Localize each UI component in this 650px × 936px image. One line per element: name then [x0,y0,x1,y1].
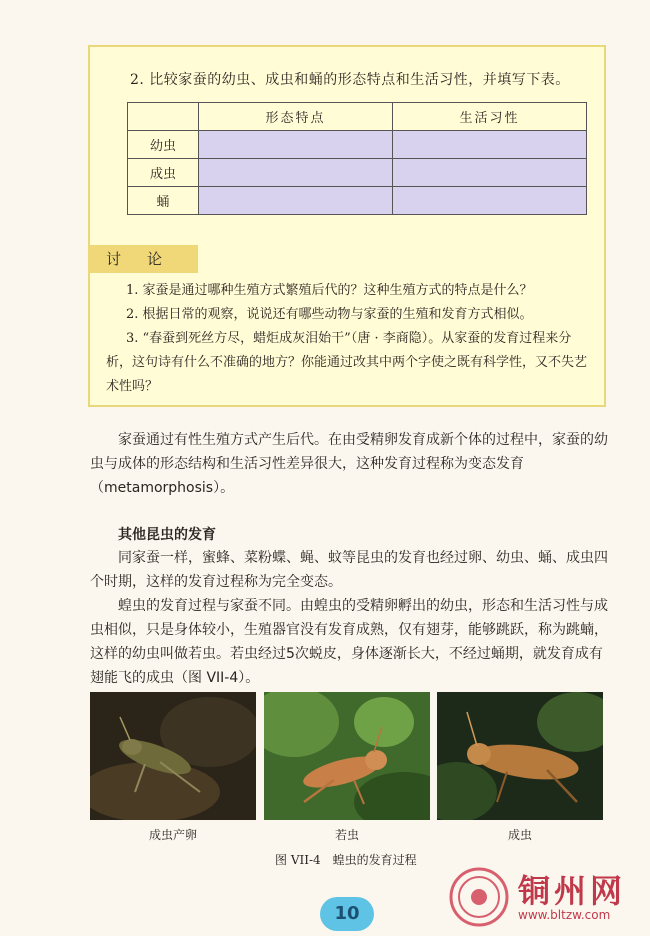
question-1: 1. 家蚕是通过哪种生殖方式繁殖后代的？这种生殖方式的特点是什么？ [126,283,533,298]
question-3: 3. “春蚕到死丝方尽，蜡炬成灰泪始干”（唐 · 李商隐）。从家蚕的发育过程来分析，这句诗有什么不准确的地方？你能通过改其中两个字使之既有科学性，又不失艺术性吗？ [106,331,588,394]
paragraph-metamorphosis: 家蚕通过有性生殖方式产生后代。在由受精卵发育成新个体的过程中，家蚕的幼虫与成体的形态结构和生活习性差异很大，这种发育过程称为变态发育（metamorphosis）。 [90,432,608,496]
watermark-url: www.bltzw.com [518,908,611,922]
table-cell[interactable] [199,187,393,215]
table-row [128,187,587,215]
comparison-table [127,102,587,215]
figure-title: 图 VII-4 蝗虫的发育过程 [275,853,417,867]
activity-box [88,45,606,407]
discussion-label: 讨论 [88,245,198,273]
page-number: 10 [320,897,374,931]
table-cell[interactable] [393,159,587,187]
header-habits: 生活习性 [393,103,587,131]
caption-nymph: 若虫 [334,828,359,842]
section-heading: 其他昆虫的发育 [118,527,216,543]
table-corner [128,103,199,131]
discussion-questions [106,279,596,399]
photo-adult-laying-eggs [90,692,256,820]
task-instruction: 2. 比较家蚕的幼虫、成虫和蛹的形态特点和生活习性，并填写下表。 [130,72,570,88]
table-cell[interactable] [199,131,393,159]
table-cell[interactable] [393,131,587,159]
header-morphology: 形态特点 [199,103,393,131]
watermark-name: 铜州网 [518,872,627,910]
watermark [446,864,646,930]
table-cell[interactable] [199,159,393,187]
caption-adult-laying-eggs: 成虫产卵 [148,828,197,842]
paragraph-complete-metamorphosis: 同家蚕一样，蜜蜂、菜粉蝶、蝇、蚊等昆虫的发育也经过卵、幼虫、蛹、成虫四个时期，这样的发育过程称为完全变态。 [90,550,608,590]
photo-nymph [264,692,430,820]
paragraph-locust: 蝗虫的发育过程与家蚕不同。由蝗虫的受精卵孵出的幼虫，形态和生活习性与成虫相似，只是身体较小，生殖器官没有发育成熟，仅有翅芽，能够跳跃，称为跳蝻，这样的幼虫叫做若虫。若虫经过5次蜕皮，身体逐渐长大，不经过蛹期，就发育成有翅能飞的成虫（图 VII-4）。 [90,598,608,686]
table-row [128,131,587,159]
table-row [128,159,587,187]
row-label-larva: 幼虫 [128,131,199,159]
row-label-pupa: 蛹 [128,187,199,215]
caption-adult: 成虫 [507,828,532,842]
row-label-adult: 成虫 [128,159,199,187]
watermark-logo-icon [446,864,512,930]
table-cell[interactable] [393,187,587,215]
photo-adult [437,692,603,820]
question-2: 2. 根据日常的观察，说说还有哪些动物与家蚕的生殖和发育方式相似。 [126,307,533,322]
